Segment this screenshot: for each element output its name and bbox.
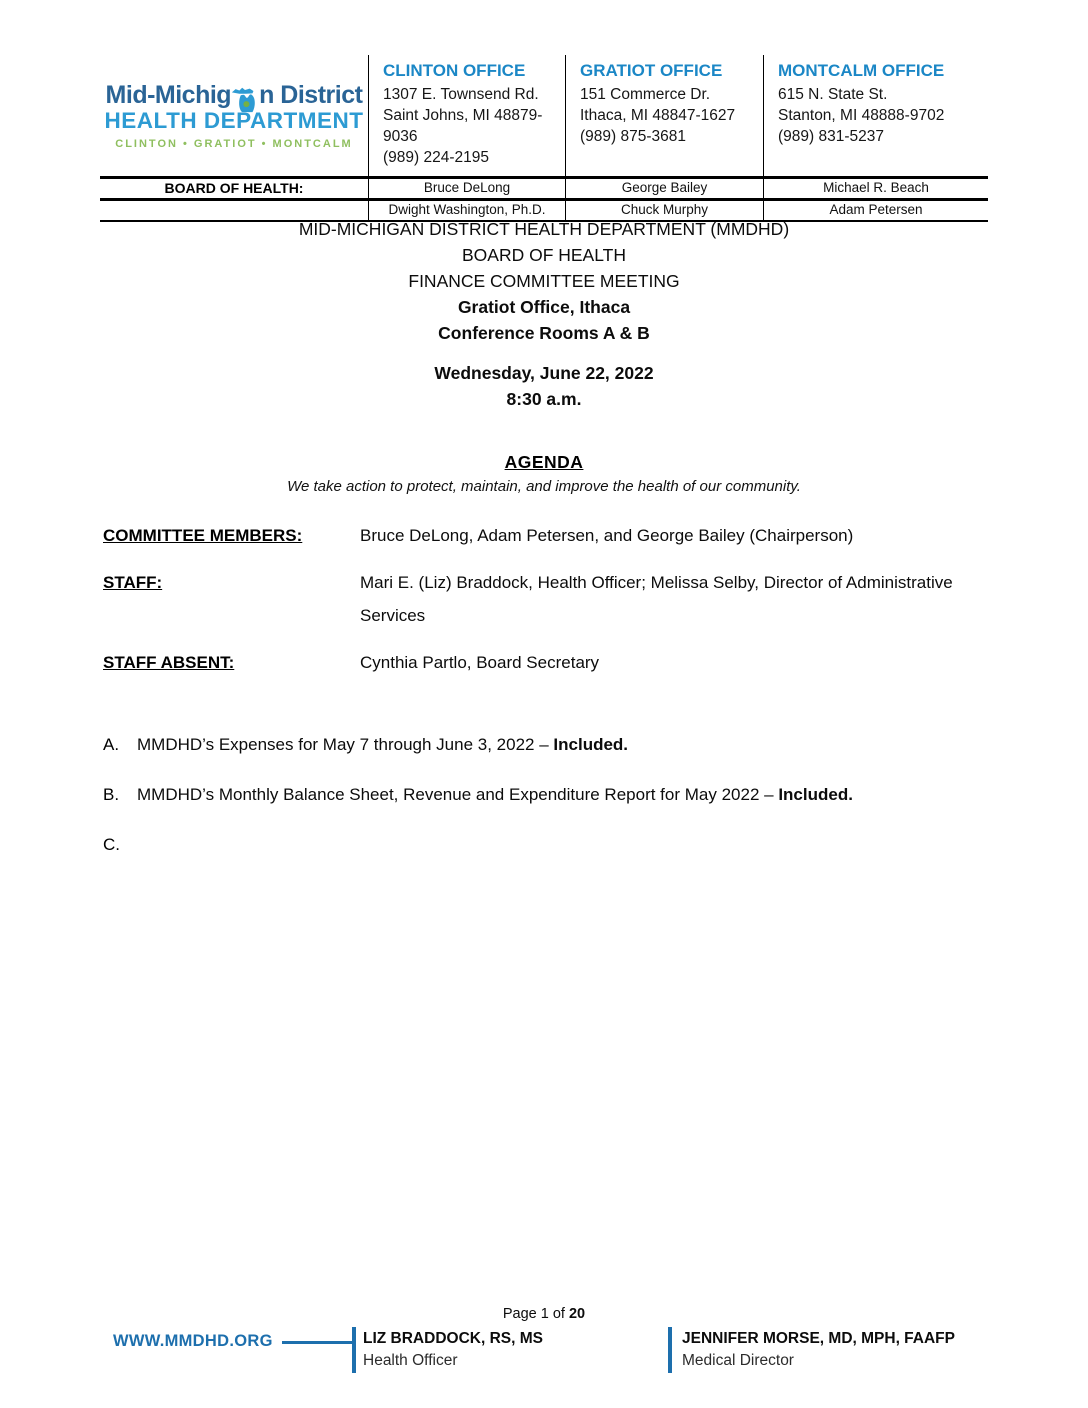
footer-divider-bar <box>668 1327 672 1373</box>
item-letter: C. <box>103 835 120 854</box>
item-text <box>137 828 987 861</box>
roster-row-committee-members <box>103 519 987 552</box>
meeting-date: Wednesday, June 22, 2022 <box>434 363 654 383</box>
roster-value: Cynthia Partlo, Board Secretary <box>360 653 600 672</box>
footer-medical-director-block <box>682 1328 955 1372</box>
roster-label: STAFF: <box>103 573 163 592</box>
board-member: Bruce DeLong <box>368 176 565 201</box>
board-member: George Bailey <box>565 176 763 201</box>
title-department: MID-MICHIGAN DISTRICT HEALTH DEPARTMENT (MMDHD) <box>298 219 790 239</box>
footer-title: Health Officer <box>363 1352 458 1369</box>
board-member: Adam Petersen <box>763 201 988 222</box>
office-clinton <box>368 55 565 176</box>
office-name: MONTCALM OFFICE <box>778 61 945 80</box>
title-rooms: Conference Rooms A & B <box>438 323 650 343</box>
office-address: 1307 E. Townsend Rd. <box>383 86 539 103</box>
item-letter: A. <box>103 735 120 754</box>
office-gratiot <box>565 55 763 176</box>
logo-subtitle: HEALTH DEPARTMENT <box>104 108 364 133</box>
attendance-roster <box>103 519 987 693</box>
footer-health-officer-block <box>363 1328 543 1372</box>
meeting-time: 8:30 a.m. <box>506 389 582 409</box>
title-meeting: FINANCE COMMITTEE MEETING <box>408 271 680 291</box>
agenda-heading: AGENDA <box>504 452 584 472</box>
office-address: 615 N. State St. <box>778 86 888 103</box>
item-text <box>137 778 987 811</box>
office-phone: (989) 875-3681 <box>580 128 686 145</box>
office-phone: (989) 224-2195 <box>383 149 489 166</box>
meeting-datetime <box>0 360 1088 412</box>
footer-title: Medical Director <box>682 1352 794 1369</box>
agenda-item-c <box>103 828 987 861</box>
title-board: BOARD OF HEALTH <box>461 245 626 265</box>
logo-cell <box>100 55 368 176</box>
roster-label: STAFF ABSENT: <box>103 653 235 672</box>
agenda-section <box>0 452 1088 495</box>
logo-counties: CLINTON • GRATIOT • MONTCALM <box>115 138 353 150</box>
office-address: 151 Commerce Dr. <box>580 86 711 103</box>
item-text-status: Included. <box>553 735 629 754</box>
roster-row-staff <box>103 566 987 632</box>
letterhead-table <box>100 55 988 222</box>
board-member: Michael R. Beach <box>763 176 988 201</box>
meeting-title-block <box>0 216 1088 346</box>
item-text-body: MMDHD’s Monthly Balance Sheet, Revenue and Expenditure Report for May 2022 – <box>137 785 779 804</box>
roster-value: Mari E. (Liz) Braddock, Health Officer; Melissa Selby, Director of Administrative Services <box>360 573 953 625</box>
page-number-prefix: Page 1 of <box>502 1306 569 1322</box>
board-of-health-label: BOARD OF HEALTH: <box>100 176 368 201</box>
roster-value: Bruce DeLong, Adam Petersen, and George Bailey (Chairperson) <box>360 526 854 545</box>
roster-row-staff-absent <box>103 646 987 679</box>
office-name: GRATIOT OFFICE <box>580 61 723 80</box>
item-text-status: Included. <box>778 785 853 804</box>
agenda-item-a <box>103 728 987 761</box>
title-location: Gratiot Office, Ithaca <box>457 297 631 317</box>
office-address: Stanton, MI 48888-9702 <box>778 107 945 124</box>
footer-name: LIZ BRADDOCK, RS, MS <box>363 1330 543 1347</box>
roster-label: COMMITTEE MEMBERS: <box>103 526 303 545</box>
agenda-tagline: We take action to protect, maintain, and improve the health of our community. <box>287 478 801 495</box>
website-link[interactable]: WWW.MMDHD.ORG <box>113 1332 273 1350</box>
office-name: CLINTON OFFICE <box>383 61 526 80</box>
mmdhd-logo <box>105 81 364 150</box>
logo-title-pre: Mid-Michig <box>105 81 232 109</box>
office-phone: (989) 831-5237 <box>778 128 884 145</box>
page-indicator <box>0 1306 1088 1322</box>
office-address: Saint Johns, MI 48879-9036 <box>383 107 543 145</box>
page-total: 20 <box>568 1306 586 1322</box>
board-member: Dwight Washington, Ph.D. <box>368 201 565 222</box>
website-rule-line <box>282 1341 352 1344</box>
logo-title-post: n District <box>259 81 363 109</box>
logo-title <box>105 81 364 110</box>
item-text-body: MMDHD’s Expenses for May 7 through June 3, 2022 – <box>137 735 554 754</box>
footer-divider-bar <box>352 1327 356 1373</box>
item-letter: B. <box>103 785 120 804</box>
agenda-items <box>103 728 987 878</box>
agenda-item-b <box>103 778 987 811</box>
office-montcalm <box>763 55 988 176</box>
footer-website-block <box>113 1332 352 1351</box>
item-text <box>137 728 987 761</box>
footer-name: JENNIFER MORSE, MD, MPH, FAAFP <box>682 1330 955 1347</box>
office-address: Ithaca, MI 48847-1627 <box>580 107 736 124</box>
board-member: Chuck Murphy <box>565 201 763 222</box>
